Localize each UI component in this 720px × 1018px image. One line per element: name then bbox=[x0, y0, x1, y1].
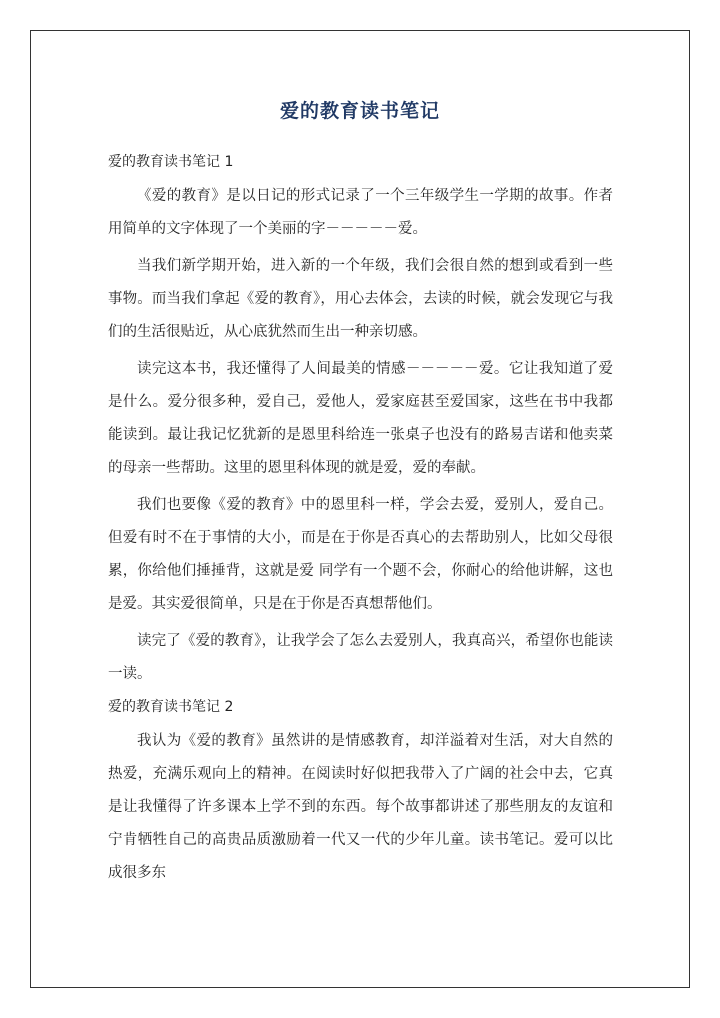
document-title: 爱的教育读书笔记 bbox=[279, 100, 440, 122]
paragraph: 《爱的教育》是以日记的形式记录了一个三年级学生一学期的故事。作者用简单的文字体现了一个美丽的字－－－－－爱。 bbox=[108, 188, 613, 237]
document-body bbox=[108, 150, 613, 894]
paragraph: 我认为《爱的教育》虽然讲的是情感教育，却洋溢着对生活，对大自然的热爱，充满乐观向上的精神。在阅读时好似把我带入了广阔的社会中去，它真是让我懂得了许多课本上学不到的东西。每个故事都讲述了那些朋友的友谊和宁肯牺牲自己的高贵品质激励着一代又一代的少年儿童。读书笔记。爱可以比成很多东 bbox=[108, 733, 613, 881]
section-heading-1: 爱的教育读书笔记 1 bbox=[108, 154, 234, 170]
paragraph: 读完了《爱的教育》，让我学会了怎么去爱别人，我真高兴，希望你也能读一读。 bbox=[108, 633, 613, 682]
paragraph: 当我们新学期开始，进入新的一个年级，我们会很自然的想到或看到一些事物。而当我们拿起《爱的教育》，用心去体会，去读的时候，就会发现它与我们的生活很贴近，从心底犹然而生出一种亲切感。 bbox=[108, 258, 613, 340]
paragraph: 读完这本书，我还懂得了人间最美的情感－－－－－爱。它让我知道了爱是什么。爱分很多种，爱自己，爱他人，爱家庭甚至爱国家，这些在书中我都能读到。最让我记忆犹新的是恩里科给连一张桌子也没有的路易吉诺和他卖菜的母亲一些帮助。这里的恩里科体现的就是爱，爱的奉献。 bbox=[108, 361, 613, 476]
paragraph: 我们也要像《爱的教育》中的恩里科一样，学会去爱，爱别人，爱自己。但爱有时不在于事情的大小，而是在于你是否真心的去帮助别人，比如父母很累，你给他们捶捶背，这就是爱 同学有一个题不会，你耐心的给他讲解，这也是爱。其实爱很简单，只是在于你是否真想帮他们。 bbox=[108, 497, 613, 612]
section-heading-2: 爱的教育读书笔记 2 bbox=[108, 699, 234, 715]
